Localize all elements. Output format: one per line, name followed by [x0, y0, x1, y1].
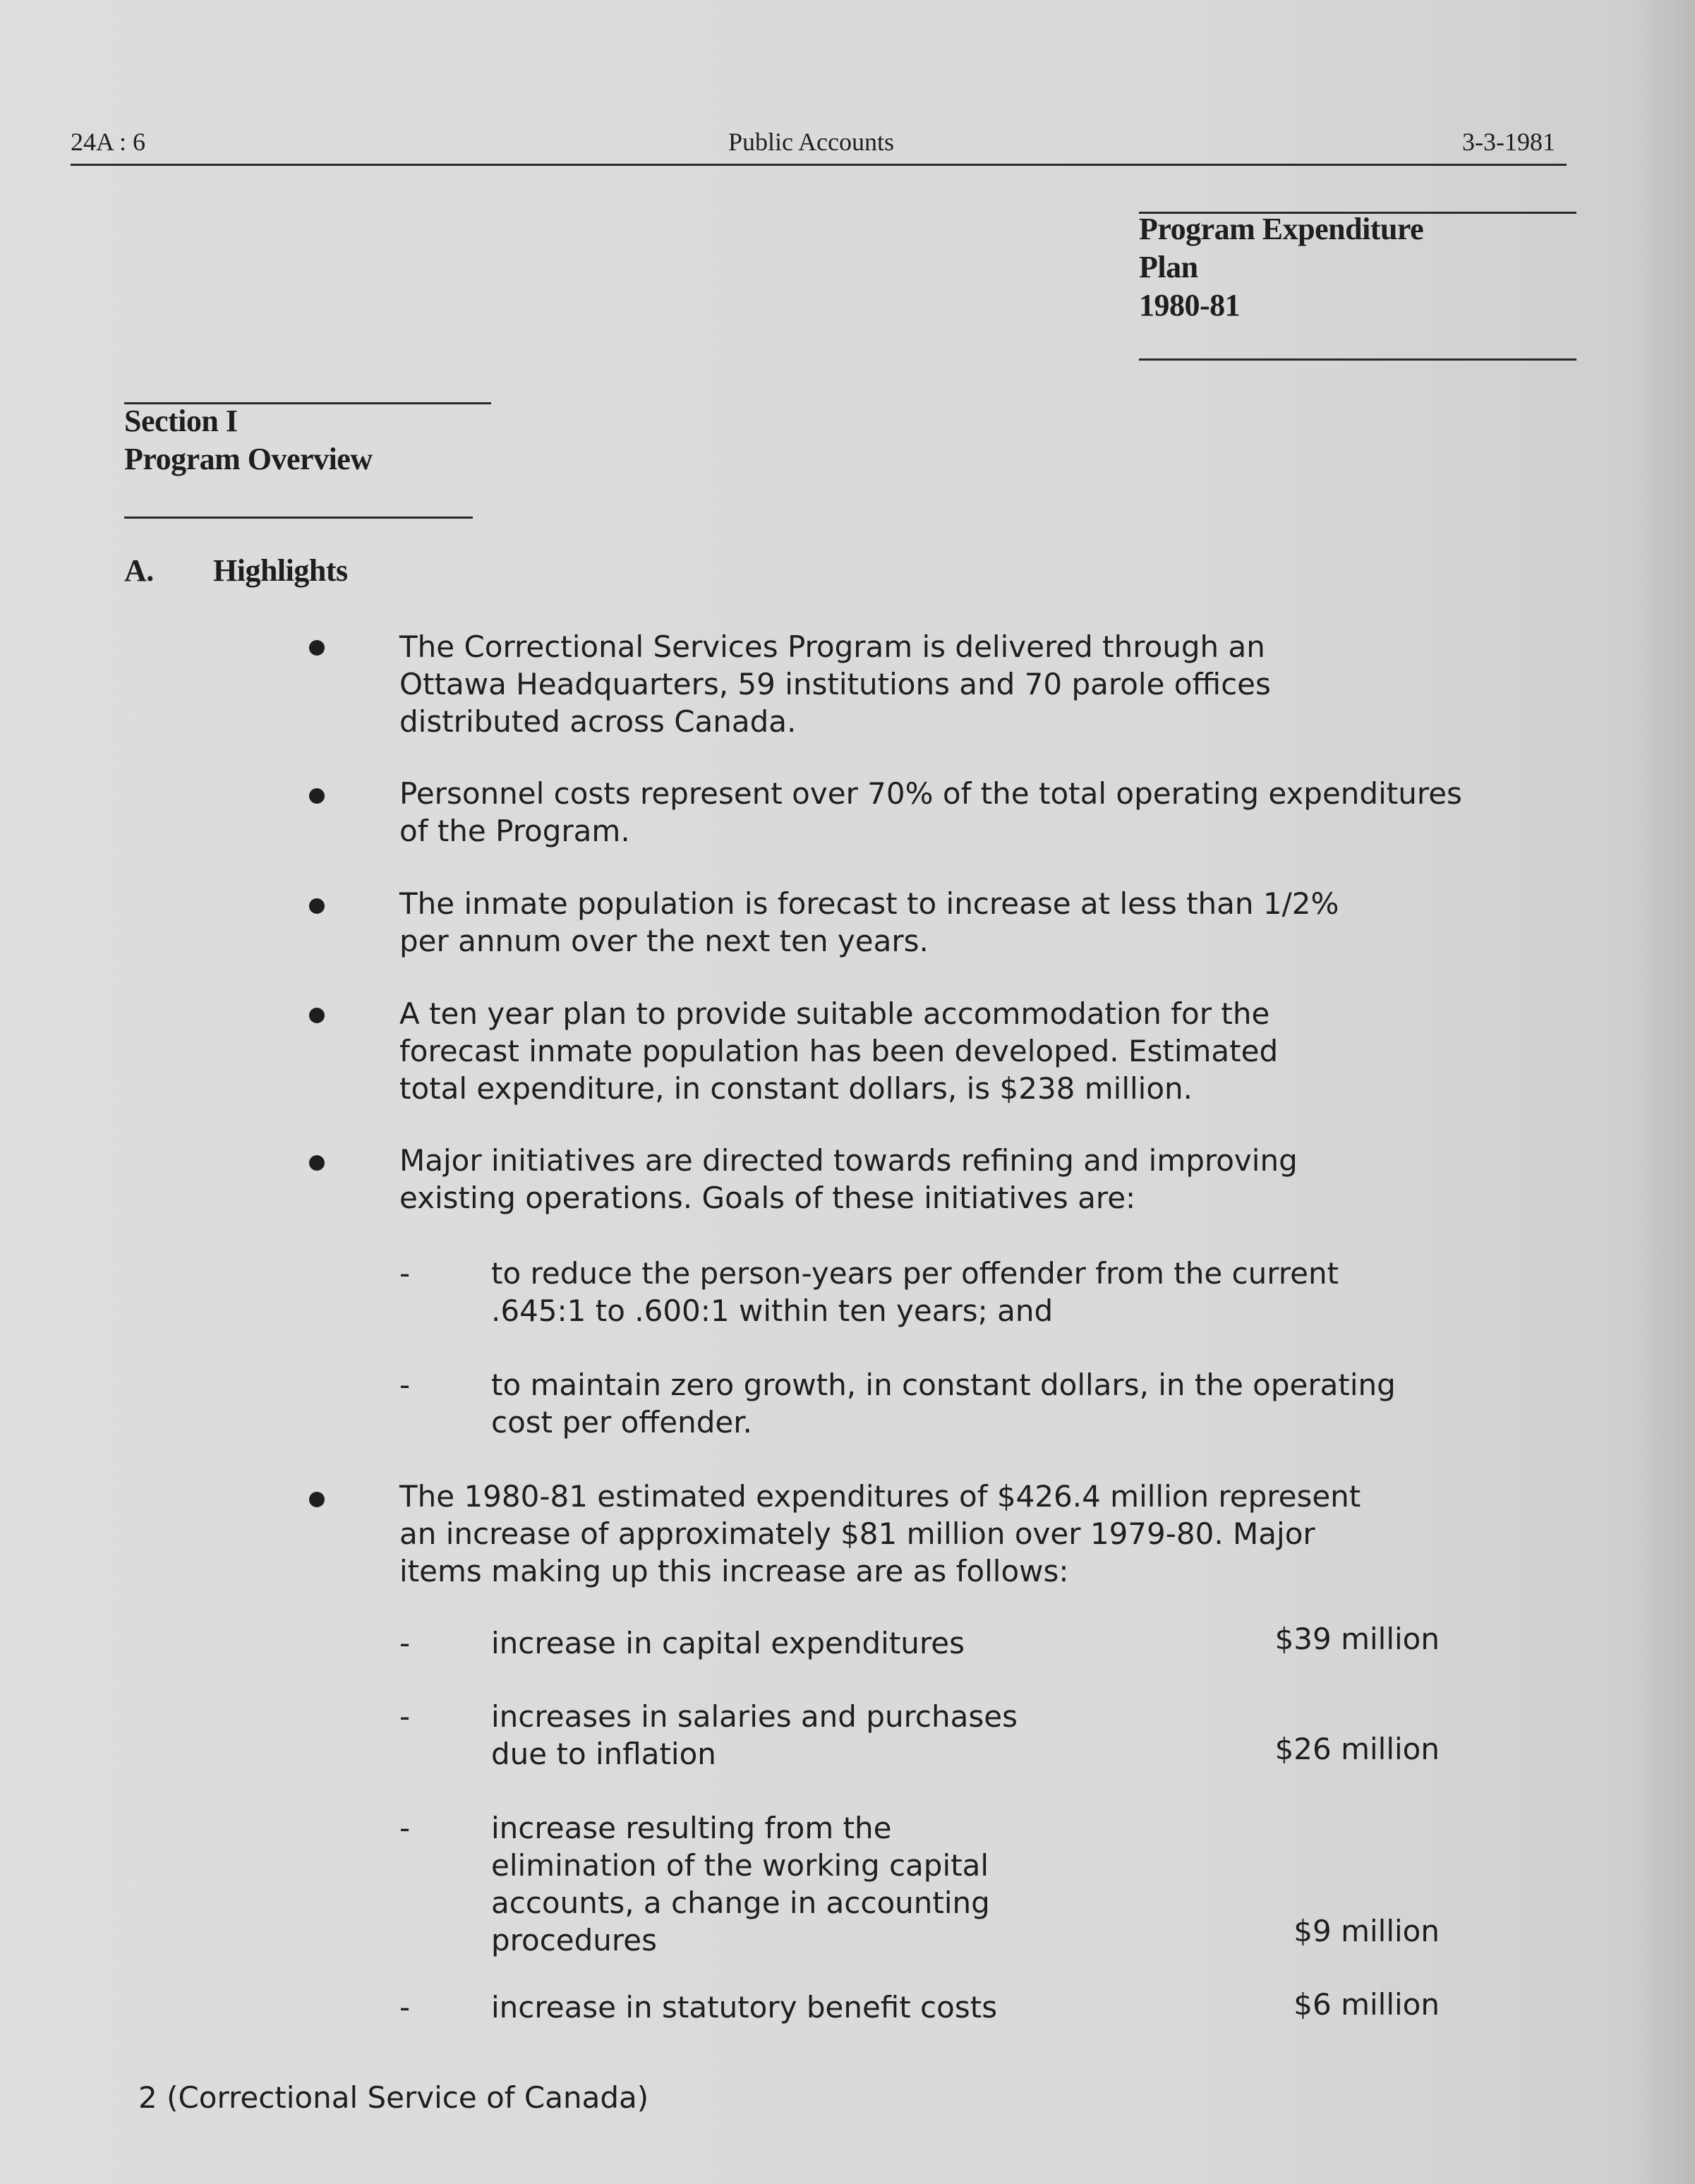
increase-item [491, 1809, 990, 1959]
highlight-paragraph [399, 1478, 1361, 1590]
highlight-paragraph [399, 1142, 1298, 1217]
text-line: distributed across Canada. [399, 704, 797, 739]
dash-marker: - [399, 1256, 411, 1291]
header-rule [71, 164, 1567, 166]
plan-title-line1: Program Expenditure [1139, 212, 1424, 246]
increase-amount: $6 million [1293, 1987, 1440, 2022]
page-date: 3-3-1981 [1462, 128, 1555, 156]
bullet-icon [309, 898, 325, 914]
text-line: procedures [491, 1923, 657, 1957]
text-line: accounts, a change in accounting [491, 1886, 990, 1920]
increase-amount: $39 million [1274, 1622, 1440, 1656]
increase-item [491, 1624, 965, 1662]
plan-title-line3: 1980-81 [1139, 288, 1241, 322]
text-line: The inmate population is forecast to increase at less than 1/2% [399, 886, 1339, 921]
dash-marker: - [399, 1699, 411, 1734]
text-line: increases in salaries and purchases [491, 1699, 1018, 1734]
text-line: Ottawa Headquarters, 59 institutions and 70 parole offices [399, 667, 1271, 701]
text-line: The Correctional Services Program is delivered through an [399, 629, 1265, 664]
highlight-paragraph [399, 995, 1278, 1107]
text-line: to maintain zero growth, in constant dollars, in the operating [491, 1368, 1396, 1402]
bullet-icon [309, 1008, 325, 1023]
section-heading [124, 402, 373, 478]
text-line: .645:1 to .600:1 within ten years; and [491, 1293, 1054, 1328]
text-line: increase in statutory benefit costs [491, 1990, 998, 2025]
bullet-icon [309, 1155, 325, 1171]
dash-marker: - [399, 1990, 411, 2025]
text-line: Major initiatives are directed towards refining and improving [399, 1143, 1298, 1178]
text-line: total expenditure, in constant dollars, is $238 million. [399, 1071, 1193, 1106]
bullet-icon [309, 640, 325, 656]
dash-marker: - [399, 1626, 411, 1660]
text-line: elimination of the working capital [491, 1848, 989, 1883]
text-line: to reduce the person-years per offender from the current [491, 1256, 1339, 1291]
text-line: Personnel costs represent over 70% of the total operating expenditures [399, 776, 1462, 811]
goal-item [491, 1255, 1339, 1329]
text-line: forecast inmate population has been developed. Estimated [399, 1034, 1279, 1068]
text-line: increase resulting from the [491, 1811, 892, 1845]
text-line: due to inflation [491, 1737, 716, 1771]
increase-item [491, 1698, 1018, 1773]
section-number: Section I [124, 404, 238, 438]
text-line: The 1980-81 estimated expenditures of $426.4 million represent [399, 1479, 1361, 1514]
text-line: A ten year plan to provide suitable accommodation for the [399, 996, 1270, 1031]
text-line: an increase of approximately $81 million over 1979-80. Major [399, 1516, 1315, 1551]
text-line: cost per offender. [491, 1405, 752, 1440]
dash-marker: - [399, 1368, 411, 1402]
plan-title-bottom-rule [1139, 358, 1576, 361]
text-line: increase in capital expenditures [491, 1626, 965, 1660]
section-bottom-rule [124, 517, 473, 519]
plan-title-line2: Plan [1139, 250, 1198, 284]
bullet-icon [309, 788, 325, 804]
page-number-label: 24A : 6 [71, 128, 146, 156]
plan-title [1139, 210, 1423, 325]
subsection-letter: A. [124, 553, 154, 588]
subsection-title: Highlights [213, 553, 348, 588]
running-title: Public Accounts [728, 128, 894, 156]
increase-amount: $26 million [1274, 1732, 1440, 1766]
text-line: per annum over the next ten years. [399, 924, 929, 958]
highlight-paragraph [399, 628, 1271, 740]
goal-item [491, 1366, 1396, 1441]
section-title: Program Overview [124, 442, 373, 476]
text-line: existing operations. Goals of these initiatives are: [399, 1181, 1136, 1215]
highlight-paragraph [399, 775, 1462, 850]
highlight-paragraph [399, 885, 1339, 960]
increase-amount: $9 million [1293, 1914, 1440, 1948]
dash-marker: - [399, 1811, 411, 1845]
text-line: of the Program. [399, 814, 630, 848]
page-footer: 2 (Correctional Service of Canada) [138, 2080, 649, 2115]
text-line: items making up this increase are as follows: [399, 1554, 1069, 1588]
increase-item [491, 1989, 997, 2026]
bullet-icon [309, 1492, 325, 1507]
